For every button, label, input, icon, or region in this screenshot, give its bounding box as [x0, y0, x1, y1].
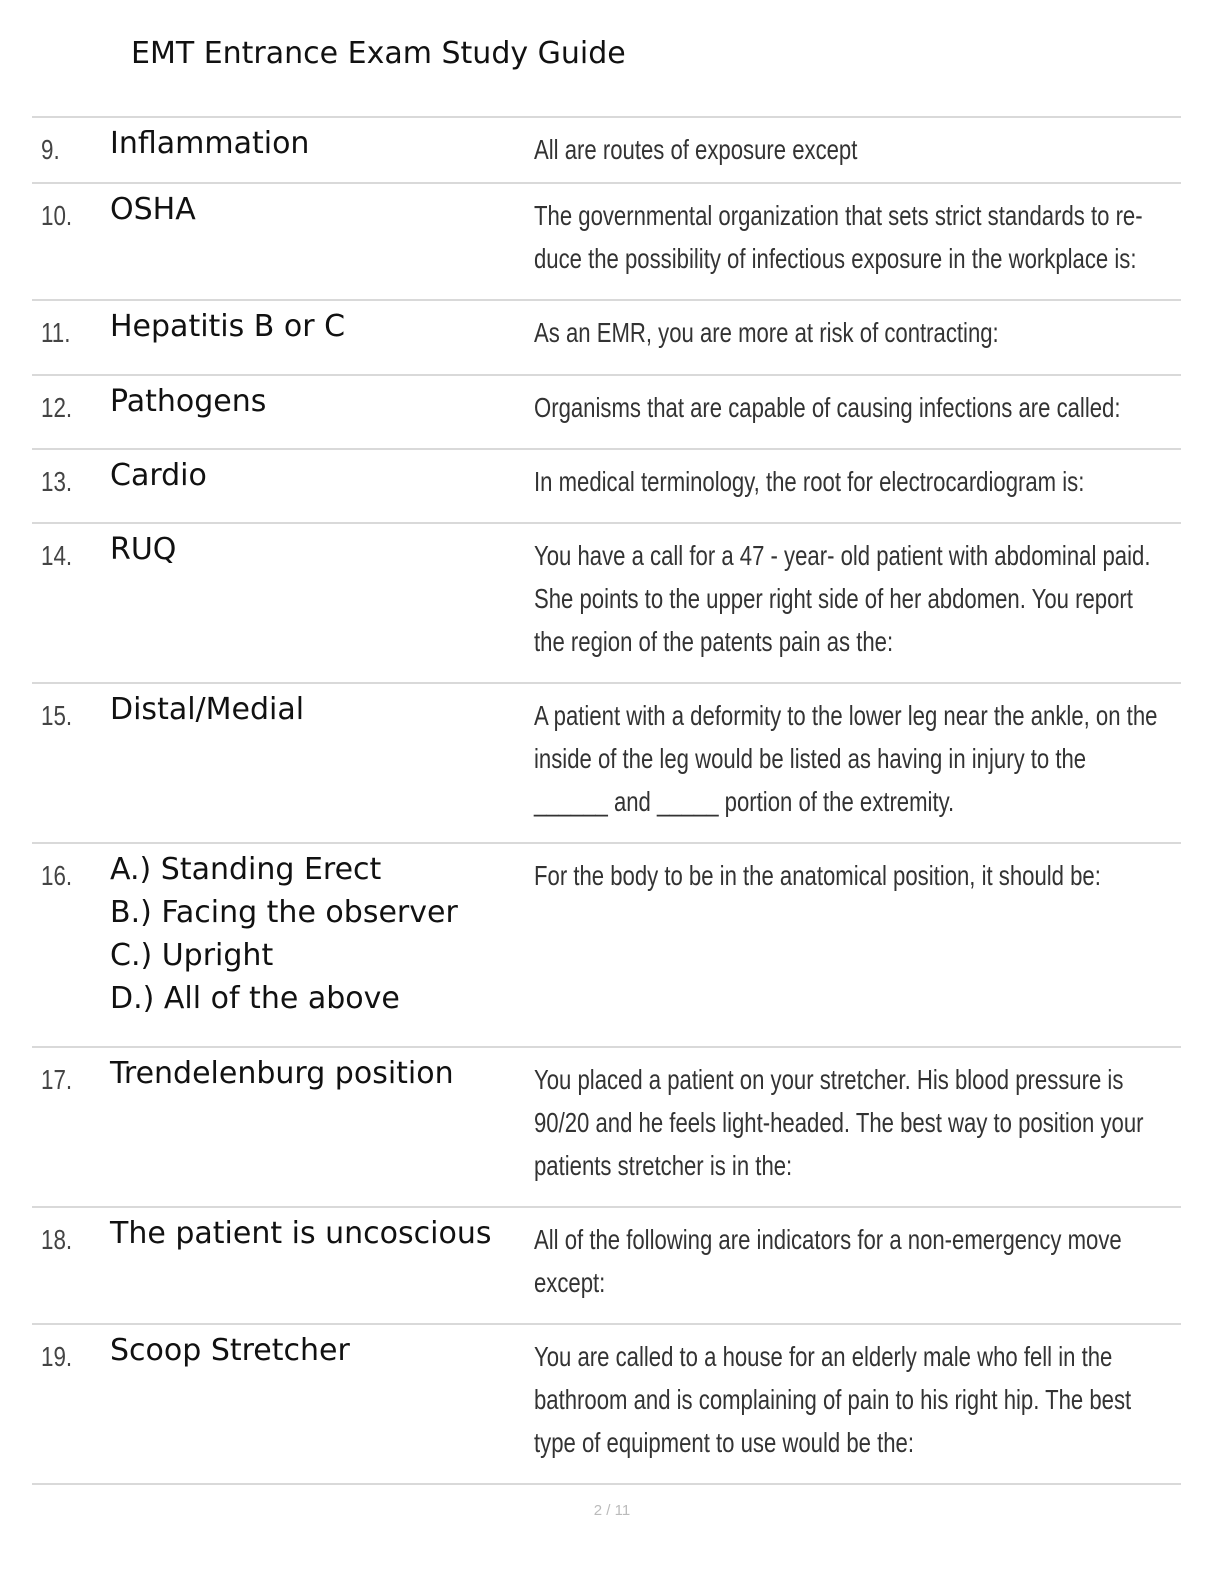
answer-line: Distal/Medial	[110, 692, 305, 727]
table-row-11	[32, 301, 1181, 376]
question-text: All are routes of exposure except	[534, 134, 858, 165]
answer-line: OSHA	[110, 192, 196, 227]
table-row-14	[32, 524, 1181, 684]
table-row-19	[32, 1325, 1181, 1485]
answer-text	[110, 1052, 520, 1095]
row-number: 17.	[41, 1064, 73, 1095]
table-row-12	[32, 376, 1181, 450]
question-text: Organisms that are capable of causing infections are called:	[534, 392, 1121, 423]
answer-line: Inflammation	[110, 126, 310, 161]
answer-text	[110, 188, 520, 231]
answer-line: D.) All of the above	[110, 981, 400, 1016]
table-row-10	[32, 184, 1181, 301]
row-number: 19.	[41, 1341, 73, 1372]
table-row-16	[32, 844, 1181, 1048]
question-text: You have a call for a 47 - year- old patient with abdominal paid. She points to the upper right side of her abdomen. You report the region of the patents pain as the:	[534, 540, 1151, 657]
row-number: 16.	[41, 860, 73, 891]
answer-text	[110, 380, 520, 423]
answer-line: C.) Upright	[110, 938, 274, 973]
qa-table	[32, 116, 1181, 1485]
row-number: 15.	[41, 700, 73, 731]
answer-text	[110, 1329, 520, 1372]
question-text: You placed a patient on your stretcher. His blood pressure is 90/20 and he feels light-headed. The best way to position your patients stretcher is in the:	[534, 1064, 1144, 1181]
answer-line: Hepatitis B or C	[110, 309, 346, 344]
question-text: A patient with a deformity to the lower leg near the ankle, on the inside of the leg would be listed as having in injury to the ______ and _____ portion of the extremity.	[534, 700, 1158, 817]
table-row-15	[32, 684, 1181, 844]
answer-line: The patient is uncoscious	[110, 1216, 492, 1251]
answer-text	[110, 305, 520, 348]
answer-line: RUQ	[110, 532, 177, 567]
answer-line: Cardio	[110, 458, 207, 493]
question-text: For the body to be in the anatomical position, it should be:	[534, 860, 1101, 891]
answer-line: Pathogens	[110, 384, 267, 419]
answer-text	[110, 688, 520, 731]
row-number: 14.	[41, 540, 73, 571]
row-number: 13.	[41, 466, 73, 497]
answer-line: Scoop Stretcher	[110, 1333, 350, 1368]
table-row-9	[32, 118, 1181, 184]
question-text: The governmental organization that sets strict standards to re- duce the possibility of infectious exposure in the workplace is:	[534, 200, 1143, 274]
question-text: In medical terminology, the root for electrocardiogram is:	[534, 466, 1085, 497]
page-number: 2 / 11	[593, 1502, 631, 1519]
answer-line: A.) Standing Erect	[110, 852, 382, 887]
answer-text	[110, 122, 520, 165]
question-text: You are called to a house for an elderly male who fell in the bathroom and is complaining of pain to his right hip. The best type of equipment to use would be the:	[534, 1341, 1132, 1458]
page-title: EMT Entrance Exam Study Guide	[131, 36, 626, 71]
answer-line: B.) Facing the observer	[110, 895, 458, 930]
question-text: As an EMR, you are more at risk of contracting:	[534, 317, 999, 348]
row-number: 10.	[41, 200, 73, 231]
answer-text	[110, 454, 520, 497]
table-row-13	[32, 450, 1181, 524]
row-number: 11.	[41, 317, 71, 348]
row-number: 18.	[41, 1224, 73, 1255]
row-number: 12.	[41, 392, 73, 423]
question-text: All of the following are indicators for a non-emergency move except:	[534, 1224, 1122, 1298]
answer-text	[110, 1212, 520, 1255]
answer-text	[110, 528, 520, 571]
row-number: 9.	[41, 134, 60, 165]
answer-text	[110, 848, 520, 1020]
table-row-18	[32, 1208, 1181, 1325]
table-row-17	[32, 1048, 1181, 1208]
answer-line: Trendelenburg position	[110, 1056, 454, 1091]
